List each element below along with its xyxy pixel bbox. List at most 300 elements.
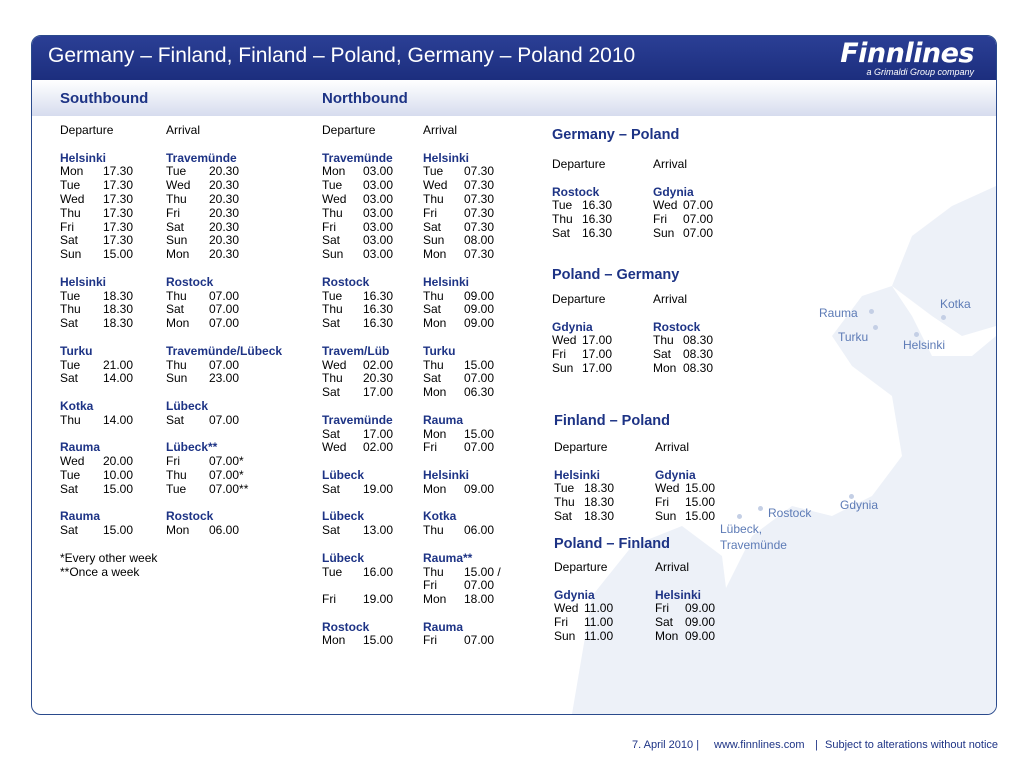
departure-day: Sat xyxy=(60,523,79,538)
route-ports xyxy=(60,510,282,524)
arrival-time: 20.30 xyxy=(209,247,240,262)
route-ports xyxy=(60,345,282,359)
route-ports xyxy=(60,276,282,290)
departure-cell xyxy=(60,359,166,373)
departure-cell xyxy=(60,524,166,538)
arrival-cell xyxy=(166,179,239,193)
arrival-time: 07.00 xyxy=(464,440,495,455)
departure-cell xyxy=(60,248,166,262)
arrival-cell xyxy=(655,602,715,616)
arrival-time: 07.30 xyxy=(464,164,495,179)
departure-label: Departure xyxy=(554,560,608,574)
arrival-time: 15.00 xyxy=(464,426,495,441)
arrival-cell xyxy=(423,441,494,455)
spacer xyxy=(322,497,501,511)
arrival-day: Mon xyxy=(423,426,447,441)
departure-day: Tue xyxy=(552,198,573,213)
departure-day: Thu xyxy=(60,412,81,427)
arrival-cell xyxy=(655,510,715,524)
arrival-day: Fri xyxy=(423,578,437,593)
arrival-time: 07.30 xyxy=(464,247,495,262)
arrival-cell xyxy=(655,482,715,496)
arrival-cell xyxy=(166,455,244,469)
arrival-label: Arrival xyxy=(166,123,201,137)
arrival-cell xyxy=(166,207,239,221)
arrival-day: Thu xyxy=(166,467,187,482)
arrival-day: Wed xyxy=(655,481,680,496)
departure-port: Gdynia xyxy=(554,587,595,602)
spacer xyxy=(322,262,501,276)
finnlines-logo xyxy=(840,39,974,77)
arrival-day: Tue xyxy=(423,164,444,179)
departure-time: 19.00 xyxy=(363,592,394,607)
departure-port: Rauma xyxy=(60,509,101,524)
arrival-day: Fri xyxy=(166,205,180,220)
arrival-day: Fri xyxy=(653,212,667,227)
arrival-port: Rauma xyxy=(423,619,464,634)
departure-cell xyxy=(322,179,423,193)
arrival-cell xyxy=(423,386,494,400)
departure-time: 17.00 xyxy=(363,385,394,400)
northbound-schedule xyxy=(322,124,501,648)
departure-time: 17.30 xyxy=(103,191,134,206)
arrival-time: 09.00 xyxy=(685,601,716,616)
departure-time: 17.00 xyxy=(582,360,613,375)
departure-day: Mon xyxy=(60,164,84,179)
arrival-day: Sun xyxy=(166,371,188,386)
departure-cell xyxy=(60,207,166,221)
arrival-cell xyxy=(653,334,713,348)
departure-cell xyxy=(554,630,655,644)
departure-day: Sat xyxy=(322,481,341,496)
arrival-port: Travemünde/Lübeck xyxy=(166,343,283,358)
arrival-cell xyxy=(166,414,239,428)
departure-time: 13.00 xyxy=(363,523,394,538)
departure-time: 18.30 xyxy=(584,508,615,523)
arrival-cell xyxy=(423,234,494,248)
departure-day: Thu xyxy=(60,205,81,220)
schedule-row xyxy=(60,179,282,193)
departure-day: Sat xyxy=(60,371,79,386)
departure-time: 17.30 xyxy=(103,233,134,248)
arrival-time: 06.00 xyxy=(209,523,240,538)
departure-day: Wed xyxy=(60,191,85,206)
spacer xyxy=(60,262,282,276)
map-label-lubeck: Lübeck, xyxy=(720,522,763,536)
spacer xyxy=(60,331,282,345)
schedule-row xyxy=(60,248,282,262)
schedule-row xyxy=(322,248,501,262)
arrival-day: Sat xyxy=(653,347,672,362)
departure-day: Fri xyxy=(60,219,74,234)
departure-cell xyxy=(322,193,423,207)
footer-date: 7. April 2010 | xyxy=(632,739,700,751)
departure-cell xyxy=(322,386,423,400)
departure-day: Tue xyxy=(60,467,81,482)
schedule-row xyxy=(322,524,501,538)
departure-time: 11.00 xyxy=(584,615,614,630)
lubeck-marker xyxy=(737,514,742,519)
arrival-time: 09.00 xyxy=(464,481,495,496)
departure-port: Travem/Lüb xyxy=(322,343,390,358)
departure-cell xyxy=(322,221,423,235)
schedule-row xyxy=(322,428,501,442)
departure-cell xyxy=(322,634,423,648)
departure-time: 17.30 xyxy=(103,164,134,179)
arrival-time: 07.00 xyxy=(209,316,240,331)
arrival-time: 07.00 xyxy=(209,357,240,372)
departure-time: 17.00 xyxy=(363,426,394,441)
arrival-port: Rauma** xyxy=(423,550,473,565)
departure-time: 16.00 xyxy=(363,564,394,579)
arrival-time: 07.00 xyxy=(464,371,495,386)
departure-time: 11.00 xyxy=(584,601,614,616)
departure-time: 15.00 xyxy=(363,633,394,648)
departure-port: Lübeck xyxy=(322,509,365,524)
departure-cell xyxy=(322,524,423,538)
arrival-time: 08.30 xyxy=(683,347,714,362)
arrival-time: 07.00 xyxy=(209,288,240,303)
schedule-row xyxy=(60,372,282,386)
arrival-time: 20.30 xyxy=(209,233,240,248)
map-label-gdynia: Gdynia xyxy=(840,498,879,512)
schedule-row xyxy=(60,414,282,428)
schedule-row xyxy=(322,372,501,386)
arrival-time: 15.00 xyxy=(464,357,495,372)
page-title: Germany – Finland, Finland – Poland, Germany – Poland 2010 xyxy=(48,44,636,67)
arrival-day: Thu xyxy=(423,357,444,372)
departure-port: Rauma xyxy=(60,440,101,455)
schedule-row xyxy=(552,227,713,241)
departure-day: Sat xyxy=(554,508,573,523)
schedule-row xyxy=(60,234,282,248)
arrival-day: Thu xyxy=(423,564,444,579)
departure-cell xyxy=(322,428,423,442)
departure-cell xyxy=(322,317,423,331)
arrival-day: Fri xyxy=(655,495,669,510)
schedule-row xyxy=(322,317,501,331)
column-labels xyxy=(552,158,713,172)
schedule-row xyxy=(554,602,715,616)
departure-time: 03.00 xyxy=(363,164,394,179)
schedule-row xyxy=(552,362,713,376)
arrival-port: Turku xyxy=(423,343,456,358)
departure-cell xyxy=(322,483,423,497)
departure-day: Sat xyxy=(60,481,79,496)
germany-poland-schedule xyxy=(552,158,713,241)
arrival-cell xyxy=(653,362,713,376)
spacer xyxy=(322,538,501,552)
arrival-day: Fri xyxy=(655,601,669,616)
departure-time: 18.30 xyxy=(103,316,134,331)
arrival-day: Sun xyxy=(166,233,188,248)
schedule-row xyxy=(60,303,282,317)
arrival-cell xyxy=(166,372,239,386)
departure-cell xyxy=(60,303,166,317)
map-label-rauma: Rauma xyxy=(819,306,858,320)
spacer xyxy=(322,400,501,414)
arrival-cell xyxy=(166,221,239,235)
departure-cell xyxy=(60,193,166,207)
departure-cell xyxy=(60,483,166,497)
arrival-time: 07.00 xyxy=(683,212,714,227)
route-ports xyxy=(322,510,501,524)
arrival-port: Rauma xyxy=(423,412,464,427)
schedule-row xyxy=(60,317,282,331)
map-label-turku: Turku xyxy=(838,330,869,344)
column-labels xyxy=(552,293,713,307)
route-ports xyxy=(322,345,501,359)
departure-time: 16.30 xyxy=(363,302,394,317)
spacer xyxy=(322,607,501,621)
route-ports xyxy=(322,621,501,635)
arrival-cell xyxy=(423,207,494,221)
route-ports xyxy=(322,469,501,483)
arrival-day: Sat xyxy=(166,302,185,317)
footnote: *Every other week xyxy=(60,550,158,565)
departure-day: Fri xyxy=(554,615,568,630)
departure-day: Mon xyxy=(322,164,346,179)
departure-day: Thu xyxy=(552,212,573,227)
kotka-marker xyxy=(941,315,946,320)
arrival-day: Mon xyxy=(166,247,190,262)
arrival-cell xyxy=(423,193,494,207)
arrival-day: Sun xyxy=(655,508,677,523)
departure-cell xyxy=(554,616,655,630)
departure-time: 17.00 xyxy=(582,347,613,362)
finland-poland-schedule xyxy=(554,441,715,524)
departure-cell xyxy=(554,510,655,524)
departure-time: 16.30 xyxy=(582,212,613,227)
spacer xyxy=(552,172,713,186)
schedule-row xyxy=(554,510,715,524)
footer-url[interactable]: www.finnlines.com xyxy=(714,739,805,751)
departure-time: 18.30 xyxy=(103,302,134,317)
arrival-cell xyxy=(423,428,494,442)
arrival-cell xyxy=(653,199,713,213)
arrival-cell xyxy=(166,469,244,483)
arrival-port: Travemünde xyxy=(166,150,237,165)
departure-day: Tue xyxy=(60,288,81,303)
route-ports xyxy=(60,441,282,455)
arrival-time: 15.00 xyxy=(685,495,716,510)
arrival-time: 07.00 xyxy=(209,302,240,317)
southbound-schedule xyxy=(60,124,282,579)
spacer xyxy=(60,386,282,400)
arrival-cell xyxy=(166,359,239,373)
route-title-germany-poland: Germany – Poland xyxy=(552,127,680,143)
departure-time: 03.00 xyxy=(363,178,394,193)
route-ports xyxy=(554,589,715,603)
schedule-row xyxy=(554,616,715,630)
departure-day: Wed xyxy=(322,357,347,372)
schedule-row xyxy=(552,199,713,213)
schedule-row xyxy=(552,334,713,348)
arrival-time: 20.30 xyxy=(209,191,240,206)
departure-port: Rostock xyxy=(322,619,370,634)
departure-cell xyxy=(60,221,166,235)
arrival-cell xyxy=(423,634,494,648)
schedule-row xyxy=(554,496,715,510)
departure-time: 20.00 xyxy=(103,454,134,469)
schedule-row xyxy=(554,482,715,496)
arrival-time: 07.00 xyxy=(209,412,240,427)
departure-port: Turku xyxy=(60,343,93,358)
departure-time: 18.30 xyxy=(584,495,615,510)
arrival-day: Fri xyxy=(423,205,437,220)
arrival-cell xyxy=(166,317,239,331)
arrival-time: 07.00* xyxy=(209,454,244,469)
arrival-day: Fri xyxy=(166,454,180,469)
arrival-time: 08.00 xyxy=(464,233,495,248)
arrival-day: Wed xyxy=(423,178,448,193)
column-labels xyxy=(60,124,282,138)
map-label-helsinki: Helsinki xyxy=(903,338,946,352)
arrival-port: Gdynia xyxy=(653,184,694,199)
poland-finland-schedule xyxy=(554,561,715,644)
departure-time: 02.00 xyxy=(363,357,394,372)
departure-port: Travemünde xyxy=(322,150,393,165)
arrival-time: 06.30 xyxy=(464,385,495,400)
arrival-cell xyxy=(423,179,494,193)
departure-cell xyxy=(322,359,423,373)
departure-day: Thu xyxy=(554,495,575,510)
departure-label: Departure xyxy=(554,440,608,454)
departure-day: Sun xyxy=(322,247,344,262)
departure-time: 03.00 xyxy=(363,205,394,220)
arrival-time: 09.00 xyxy=(464,302,495,317)
arrival-time: 07.30 xyxy=(464,219,495,234)
departure-cell xyxy=(552,213,653,227)
departure-day: Tue xyxy=(322,178,343,193)
arrival-port: Lübeck** xyxy=(166,440,218,455)
departure-time: 16.30 xyxy=(582,225,613,240)
arrival-day: Mon xyxy=(655,628,679,643)
arrival-label: Arrival xyxy=(423,123,458,137)
arrival-port: Lübeck xyxy=(166,398,209,413)
departure-day: Mon xyxy=(322,633,346,648)
arrival-day: Fri xyxy=(423,440,437,455)
departure-day: Sat xyxy=(322,523,341,538)
arrival-cell xyxy=(655,616,715,630)
departure-port: Rostock xyxy=(322,274,370,289)
departure-time: 11.00 xyxy=(584,628,614,643)
arrival-time: 15.00 xyxy=(685,481,716,496)
arrival-day: Thu xyxy=(166,357,187,372)
spacer xyxy=(60,428,282,442)
spacer xyxy=(60,538,282,552)
arrival-cell xyxy=(653,348,713,362)
arrival-cell xyxy=(423,290,494,304)
departure-cell xyxy=(60,414,166,428)
arrival-label: Arrival xyxy=(655,560,690,574)
route-ports xyxy=(552,186,713,200)
schedule-row xyxy=(322,303,501,317)
arrival-cell xyxy=(166,165,239,179)
footer-note: Subject to alterations without notice xyxy=(825,739,999,751)
departure-time: 15.00 xyxy=(103,481,134,496)
schedule-row xyxy=(322,634,501,648)
spacer xyxy=(60,497,282,511)
departure-day: Thu xyxy=(322,205,343,220)
arrival-day: Thu xyxy=(423,288,444,303)
arrival-label: Arrival xyxy=(653,157,688,171)
departure-cell xyxy=(322,165,423,179)
arrival-time: 15.00 / xyxy=(464,564,501,579)
spacer xyxy=(552,307,713,321)
map-label-kotka: Kotka xyxy=(940,297,971,311)
arrival-time: 07.00 xyxy=(464,633,495,648)
departure-day: Tue xyxy=(60,178,81,193)
arrival-port: Rostock xyxy=(653,319,701,334)
departure-cell xyxy=(322,441,423,455)
departure-time: 03.00 xyxy=(363,233,394,248)
departure-cell xyxy=(322,303,423,317)
departure-port: Helsinki xyxy=(60,274,107,289)
departure-port: Gdynia xyxy=(552,319,593,334)
schedule-row xyxy=(322,386,501,400)
arrival-day: Thu xyxy=(653,333,674,348)
arrival-label: Arrival xyxy=(653,292,688,306)
arrival-day: Mon xyxy=(653,360,677,375)
turku-marker xyxy=(873,325,878,330)
arrival-day: Mon xyxy=(423,481,447,496)
departure-cell xyxy=(552,227,653,241)
arrival-port: Kotka xyxy=(423,509,457,524)
departure-time: 03.00 xyxy=(363,247,394,262)
departure-cell xyxy=(60,179,166,193)
arrival-time: 07.00 xyxy=(683,198,714,213)
schedule-row xyxy=(60,221,282,235)
departure-day: Wed xyxy=(322,440,347,455)
schedule-row xyxy=(322,441,501,455)
arrival-cell xyxy=(423,248,494,262)
arrival-day: Sat xyxy=(423,302,442,317)
departure-day: Sat xyxy=(322,426,341,441)
route-ports xyxy=(322,414,501,428)
logo-tagline: a Grimaldi Group company xyxy=(866,67,974,77)
schedule-row xyxy=(60,207,282,221)
departure-day: Sat xyxy=(322,233,341,248)
arrival-time: 07.30 xyxy=(464,191,495,206)
schedule-row xyxy=(60,359,282,373)
route-title-poland-finland: Poland – Finland xyxy=(554,536,671,552)
spacer xyxy=(554,455,715,469)
departure-day: Sun xyxy=(552,360,574,375)
departure-day xyxy=(322,579,363,593)
departure-port: Helsinki xyxy=(60,150,107,165)
departure-cell xyxy=(552,199,653,213)
route-ports xyxy=(552,321,713,335)
spacer xyxy=(322,331,501,345)
route-ports xyxy=(554,469,715,483)
arrival-time: 08.30 xyxy=(683,360,714,375)
spacer xyxy=(60,138,282,152)
arrival-time: 15.00 xyxy=(685,508,716,523)
schedule-row xyxy=(60,483,282,497)
arrival-cell xyxy=(655,496,715,510)
departure-cell xyxy=(322,579,423,593)
departure-time: 02.00 xyxy=(363,440,394,455)
departure-day: Wed xyxy=(60,454,85,469)
southbound-heading: Southbound xyxy=(60,90,149,107)
departure-day: Tue xyxy=(60,357,81,372)
departure-day: Sat xyxy=(322,316,341,331)
departure-time: 14.00 xyxy=(103,371,134,386)
departure-cell xyxy=(322,234,423,248)
departure-time: 10.00 xyxy=(103,467,134,482)
departure-day: Sat xyxy=(60,233,79,248)
